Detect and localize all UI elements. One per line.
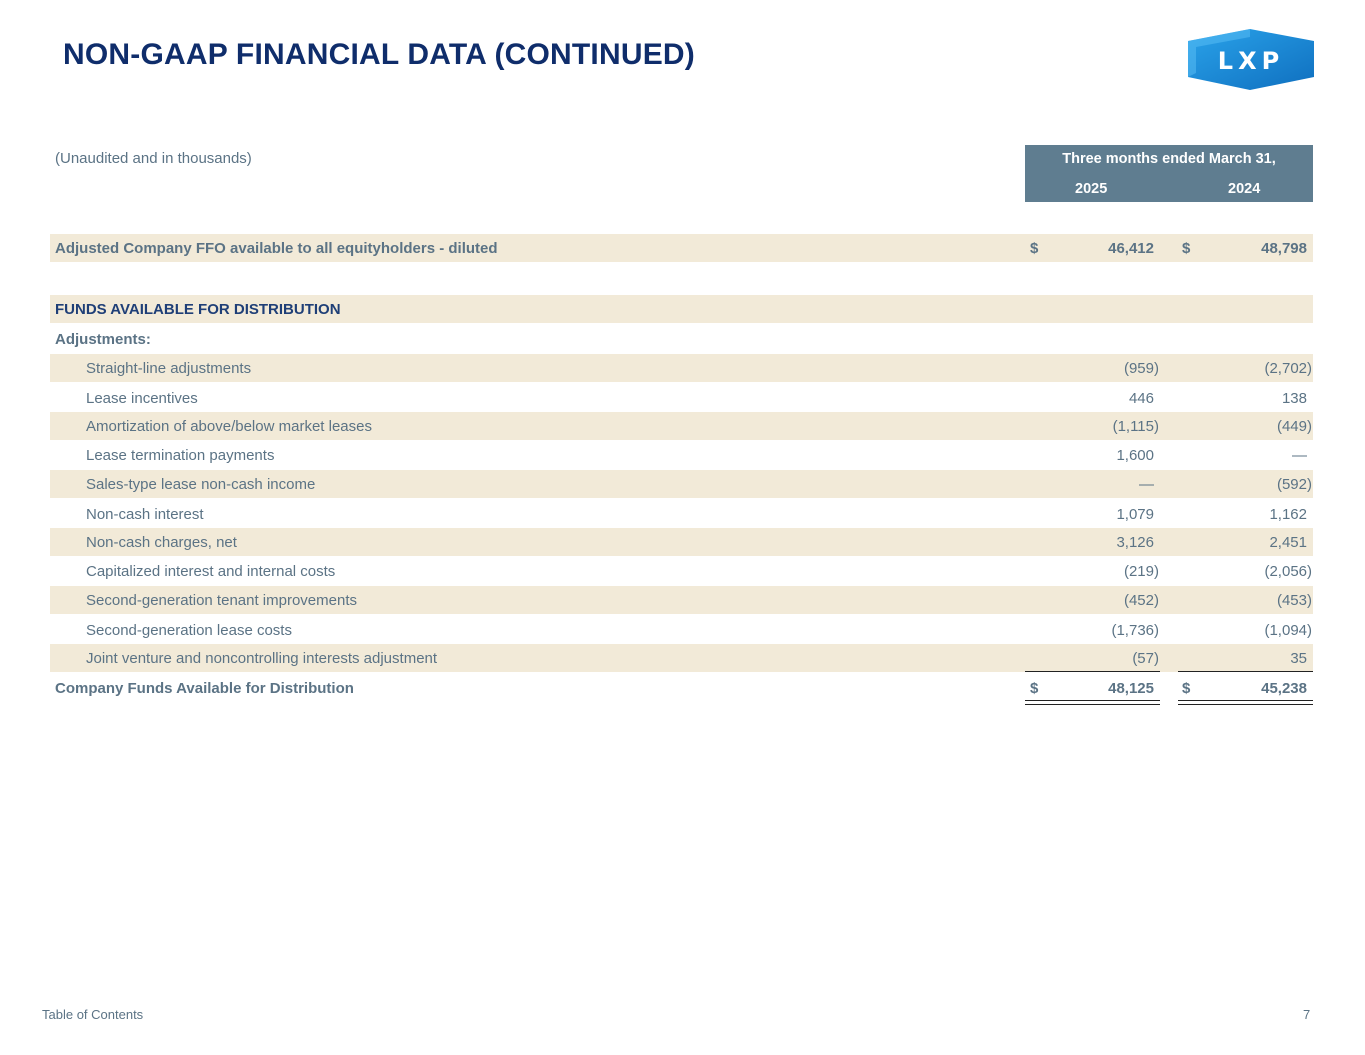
value-2024: 45,238 bbox=[1261, 680, 1307, 697]
table-row bbox=[50, 354, 1313, 382]
lxp-logo bbox=[1188, 29, 1314, 90]
subheading-row bbox=[50, 325, 1313, 353]
total-double-rule-2024 bbox=[1178, 700, 1313, 705]
currency-symbol: $ bbox=[1030, 240, 1039, 257]
logo-text: LXP bbox=[1217, 47, 1285, 75]
table-row bbox=[50, 441, 1313, 469]
value-2025: (959) bbox=[1123, 360, 1159, 377]
page-title: NON-GAAP FINANCIAL DATA (CONTINUED) bbox=[63, 38, 695, 71]
row-label: Amortization of above/below market leases bbox=[86, 418, 372, 435]
subtotal-rule-2024 bbox=[1178, 671, 1313, 672]
row-label: Lease termination payments bbox=[86, 447, 275, 464]
value-2025: (1,115) bbox=[1112, 418, 1159, 435]
value-2024: (453) bbox=[1276, 592, 1312, 609]
section-heading-row bbox=[50, 295, 1313, 323]
row-label: Sales-type lease non-cash income bbox=[86, 476, 316, 493]
value-2025: 1,079 bbox=[1116, 506, 1154, 523]
row-label: Second-generation tenant improvements bbox=[86, 592, 357, 609]
value-2024: (2,056) bbox=[1264, 563, 1312, 580]
table-row bbox=[50, 234, 1313, 262]
row-label: Adjusted Company FFO available to all equityholders - diluted bbox=[55, 240, 498, 257]
value-2024: 1,162 bbox=[1269, 506, 1307, 523]
value-2025: 46,412 bbox=[1108, 240, 1154, 257]
value-2025: (219) bbox=[1123, 563, 1159, 580]
table-row bbox=[50, 616, 1313, 644]
table-row bbox=[50, 528, 1313, 556]
total-row bbox=[50, 674, 1313, 702]
value-2024: 138 bbox=[1281, 390, 1307, 407]
row-label: Second-generation lease costs bbox=[86, 622, 292, 639]
section-heading: FUNDS AVAILABLE FOR DISTRIBUTION bbox=[55, 301, 341, 318]
row-label: Adjustments: bbox=[55, 331, 151, 348]
page-number: 7 bbox=[1303, 1007, 1311, 1022]
value-2025: 48,125 bbox=[1108, 680, 1154, 697]
year-2024-header: 2024 bbox=[1228, 181, 1261, 197]
currency-symbol: $ bbox=[1030, 680, 1039, 697]
table-row bbox=[50, 644, 1313, 672]
currency-symbol: $ bbox=[1182, 680, 1191, 697]
value-2025: — bbox=[1139, 476, 1154, 493]
table-note: (Unaudited and in thousands) bbox=[55, 150, 252, 167]
table-row bbox=[50, 384, 1313, 412]
table-row bbox=[50, 412, 1313, 440]
table-row bbox=[50, 586, 1313, 614]
value-2024: 2,451 bbox=[1269, 534, 1307, 551]
value-2025: (1,736) bbox=[1111, 622, 1159, 639]
table-row bbox=[50, 500, 1313, 528]
value-2024: 35 bbox=[1290, 650, 1307, 667]
value-2024: (2,702) bbox=[1264, 360, 1312, 377]
total-double-rule-2025 bbox=[1025, 700, 1160, 705]
value-2025: 446 bbox=[1128, 390, 1154, 407]
value-2025: 3,126 bbox=[1116, 534, 1154, 551]
row-label: Straight-line adjustments bbox=[86, 360, 252, 377]
value-2024: (592) bbox=[1276, 476, 1312, 493]
value-2024: (449) bbox=[1276, 418, 1312, 435]
value-2024: (1,094) bbox=[1264, 622, 1312, 639]
year-2025-header: 2025 bbox=[1075, 181, 1108, 197]
table-of-contents-link[interactable]: Table of Contents bbox=[42, 1007, 144, 1022]
table-row bbox=[50, 470, 1313, 498]
period-header-label: Three months ended March 31, bbox=[1062, 151, 1276, 167]
value-2025: (57) bbox=[1132, 650, 1159, 667]
row-label: Non-cash charges, net bbox=[86, 534, 237, 551]
value-2024: — bbox=[1292, 447, 1307, 464]
subtotal-rule-2025 bbox=[1025, 671, 1160, 672]
currency-symbol: $ bbox=[1182, 240, 1191, 257]
value-2025: 1,600 bbox=[1116, 447, 1154, 464]
table-row bbox=[50, 557, 1313, 585]
row-label: Lease incentives bbox=[86, 390, 198, 407]
period-header bbox=[1025, 145, 1313, 202]
row-label: Non-cash interest bbox=[86, 506, 204, 523]
value-2024: 48,798 bbox=[1261, 240, 1307, 257]
value-2025: (452) bbox=[1123, 592, 1159, 609]
row-label: Company Funds Available for Distribution bbox=[55, 680, 354, 697]
row-label: Joint venture and noncontrolling interests adjustment bbox=[86, 650, 438, 667]
row-label: Capitalized interest and internal costs bbox=[86, 563, 336, 580]
